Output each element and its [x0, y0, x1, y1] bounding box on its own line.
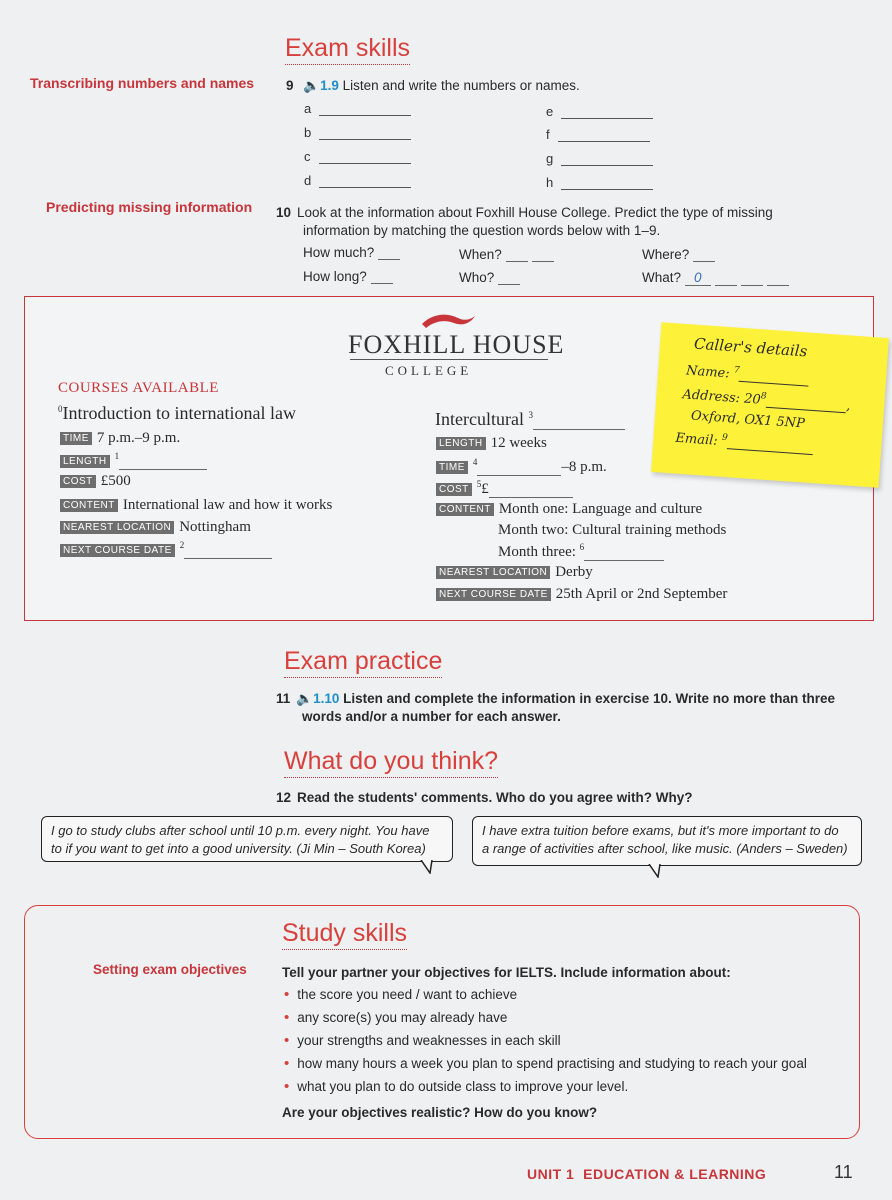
course2-date: NEXT COURSE DATE 25th April or 2nd September [436, 586, 727, 603]
study-intro: Tell your partner your objectives for IELTS. Include information about: [282, 965, 731, 980]
side-label-setting-objectives: Setting exam objectives [93, 962, 247, 977]
sticky-title: Caller's details [693, 334, 808, 361]
question-number: 9 [286, 78, 294, 93]
side-label-predicting: Predicting missing information [46, 199, 253, 215]
audio-track[interactable]: 1.9 [320, 78, 339, 93]
audio-icon[interactable]: 🔈 [296, 691, 314, 706]
course1-length[interactable]: LENGTH$^1$ [60, 451, 207, 470]
course2-location: NEAREST LOCATION Derby [436, 564, 593, 581]
question-11 [276, 690, 835, 726]
study-closing-question: Are your objectives realistic? How do you know? [282, 1105, 598, 1120]
course1-time: TIME 7 p.m.–9 p.m. [60, 430, 180, 447]
qword-where[interactable]: Where? [642, 247, 715, 262]
answer-line-d[interactable]: d [304, 173, 411, 188]
question-12 [276, 790, 693, 805]
answer-line-b[interactable]: b [304, 125, 411, 140]
exam-skills-title: Exam skills [285, 34, 410, 65]
course1-date[interactable]: NEXT COURSE DATE$^2$ [60, 540, 272, 559]
course2-content-month2: Month two: Cultural training methods [498, 522, 727, 538]
bubble-tail-icon [420, 860, 440, 874]
speech-bubble-anders: I have extra tuition before exams, but it's more important to do a range of activities after school, like music. (Anders – Sweden) [472, 816, 862, 866]
question-instruction-line1: Listen and complete the information in exercise 10. Write no more than three [343, 691, 836, 706]
qword-what[interactable]: What? 0 [642, 270, 789, 286]
course2-cost[interactable]: COST$^5$£ [436, 479, 573, 498]
course2-content: CONTENT Month one: Language and culture [436, 501, 702, 518]
course2-content-month3[interactable]: Month three: $^6$ [498, 542, 664, 561]
course2-title[interactable]: Intercultural $^3$ [435, 409, 625, 430]
course1-cost: COST £500 [60, 473, 131, 490]
logo-name: FOXHILL HOUSE [348, 330, 565, 359]
answer-line-g[interactable]: g [546, 151, 653, 166]
study-bullet: • your strengths and weaknesses in each skill [284, 1032, 561, 1049]
answer-line-h[interactable]: h [546, 175, 653, 190]
course2-length: LENGTH 12 weeks [436, 435, 547, 452]
courses-heading: COURSES AVAILABLE [58, 380, 219, 396]
course1-location: NEAREST LOCATION Nottingham [60, 519, 251, 536]
question-number: 11 [276, 691, 291, 706]
question-instruction: Read the students' comments. Who do you agree with? Why? [297, 790, 693, 805]
course1-title: $^0$Introduction to international law [58, 403, 296, 423]
bubble-tail-icon [648, 864, 668, 878]
study-bullet: • how many hours a week you plan to spend practising and studying to reach your goal [284, 1055, 807, 1072]
answer-line-c[interactable]: c [304, 149, 411, 164]
question-number: 12 [276, 790, 292, 805]
study-bullet: • any score(s) you may already have [284, 1009, 508, 1026]
question-instruction-line2: words and/or a number for each answer. [302, 709, 561, 724]
course1-content: CONTENT International law and how it works [60, 497, 332, 514]
what-example-answer: 0 [685, 270, 711, 286]
study-bullet: • what you plan to do outside class to improve your level. [284, 1078, 629, 1095]
answer-line-a[interactable]: a [304, 101, 411, 116]
qword-who[interactable]: Who? [459, 270, 520, 285]
course2-time[interactable]: TIME$^4$ –8 p.m. [436, 457, 607, 476]
fox-logo-icon [418, 310, 478, 332]
sticky-name[interactable]: Name: $^7$ [686, 362, 810, 387]
qword-when[interactable]: When? [459, 247, 554, 262]
question-instruction: Listen and write the numbers or names. [342, 78, 580, 93]
question-number: 10 [276, 205, 292, 220]
sticky-address[interactable]: Address: $20^8$, [681, 387, 851, 414]
answer-line-f[interactable]: f [546, 127, 650, 142]
exam-practice-title: Exam practice [284, 647, 442, 678]
sticky-email[interactable]: Email: $^9$ [675, 430, 814, 456]
qword-how-much[interactable]: How much? [303, 245, 400, 260]
sticky-address-line2: Oxford, OX1 5NP [690, 408, 806, 432]
question-instruction-line1: Look at the information about Foxhill House College. Predict the type of missing [297, 205, 773, 220]
page-number: 11 [834, 1162, 853, 1182]
callers-details-sticky-note [651, 322, 889, 488]
study-skills-title: Study skills [282, 919, 407, 950]
question-10 [276, 204, 773, 240]
side-label-transcribing: Transcribing numbers and names [30, 75, 255, 91]
footer-unit: UNIT 1 EDUCATION & LEARNING [527, 1166, 767, 1182]
qword-how-long[interactable]: How long? [303, 269, 393, 284]
audio-track[interactable]: 1.10 [313, 691, 340, 706]
speech-bubble-ji-min: I go to study clubs after school until 10 p.m. every night. You have to if you want to get into a good university. (Ji Min – South Korea) [41, 816, 453, 862]
study-bullet: • the score you need / want to achieve [284, 986, 518, 1003]
logo-subtitle: COLLEGE [385, 363, 473, 378]
question-instruction-line2: information by matching the question words below with 1–9. [303, 223, 661, 238]
audio-icon[interactable]: 🔈 [303, 78, 321, 93]
what-think-title: What do you think? [284, 747, 498, 778]
logo-divider [350, 359, 548, 360]
answer-line-e[interactable]: e [546, 104, 653, 119]
question-9 [286, 78, 580, 94]
